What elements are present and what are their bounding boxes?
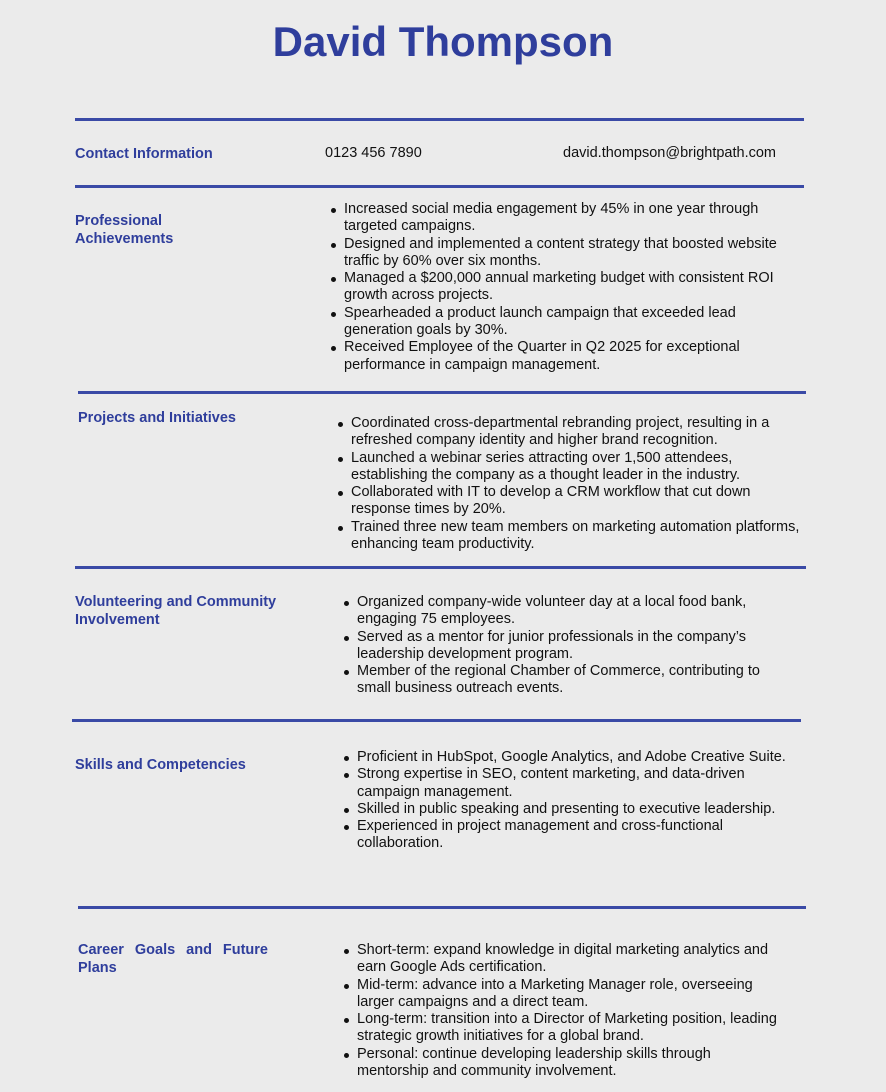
divider [72,719,801,722]
bullet-item: Skilled in public speaking and presenting to executive leadership. [357,801,807,818]
bullet-item: Coordinated cross-departmental rebranding project, resulting in a refreshed company identity and higher brand recognition. [351,415,803,450]
bullet-item: Member of the regional Chamber of Commerce, contributing to small business outreach events. [357,663,777,698]
bullet-item: Launched a webinar series attracting over 1,500 attendees, establishing the company as a thought leader in the industry. [351,450,803,485]
divider [78,391,806,394]
bullet-item: Organized company-wide volunteer day at a local food bank, engaging 75 employees. [357,594,777,629]
bullet-item: Long-term: transition into a Director of Marketing position, leading strategic growth initiatives for a global brand. [357,1011,777,1045]
divider [75,185,804,188]
section-label: Career Goals and Future Plans [78,942,268,976]
phone-number: 0123 456 7890 [325,145,422,161]
projects-list [337,415,803,553]
bullet-item: Served as a mentor for junior professionals in the company’s leadership development program. [357,629,777,664]
bullet-item: Managed a $200,000 annual marketing budget with consistent ROI growth across projects. [344,270,789,305]
divider [75,118,804,121]
bullet-item: Designed and implemented a content strategy that boosted website traffic by 60% over six months. [344,236,789,271]
bullet-item: Proficient in HubSpot, Google Analytics, and Adobe Creative Suite. [357,749,807,766]
bullet-item: Spearheaded a product launch campaign that exceeded lead generation goals by 30%. [344,305,789,340]
bullet-item: Mid-term: advance into a Marketing Manager role, overseeing larger campaigns and a direct team. [357,977,777,1012]
achievements-list [330,201,789,374]
bullet-item: Increased social media engagement by 45% in one year through targeted campaigns. [344,201,789,236]
resume-name: David Thompson [272,18,614,65]
bullet-item: Strong expertise in SEO, content marketing, and data-driven campaign management. [357,766,807,801]
section-label: Professional Achievements [75,213,174,247]
divider [78,906,806,909]
divider [75,566,806,569]
bullet-item: Personal: continue developing leadership skills through mentorship and community involvement. [357,1046,777,1081]
bullet-item: Trained three new team members on marketing automation platforms, enhancing team productivity. [351,519,803,554]
section-label: Skills and Competencies [75,757,246,773]
contact-label: Contact Information [75,146,213,162]
bullet-item: Experienced in project management and cross-functional collaboration. [357,818,807,853]
section-label: Volunteering and Community Involvement [75,594,277,628]
bullet-item: Short-term: expand knowledge in digital marketing analytics and earn Google Ads certification. [357,942,777,977]
section-label: Projects and Initiatives [78,410,236,426]
bullet-item: Received Employee of the Quarter in Q2 2025 for exceptional performance in campaign management. [344,339,789,374]
bullet-item: Collaborated with IT to develop a CRM workflow that cut down response times by 20%. [351,484,803,519]
skills-list [343,749,807,853]
career-goals-list [343,942,777,1080]
email-address: david.thompson@brightpath.com [563,145,777,161]
volunteering-list [343,594,777,698]
